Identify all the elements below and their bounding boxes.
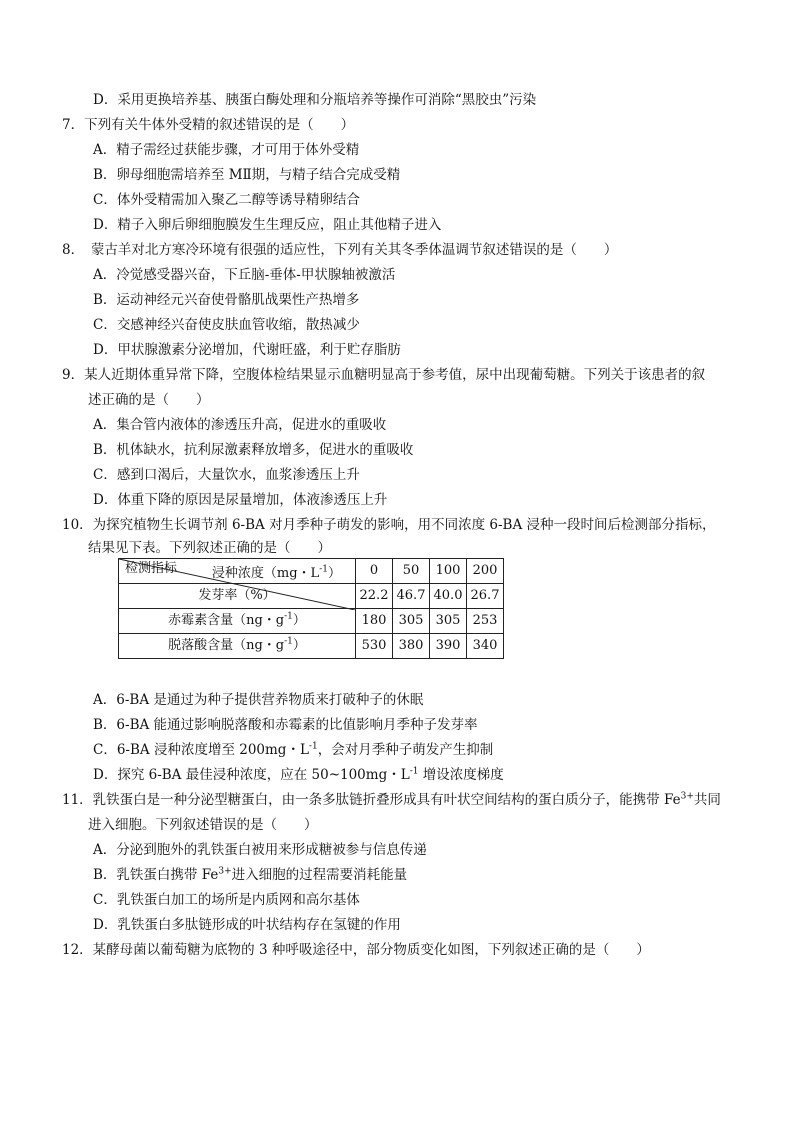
table-cell: 305 <box>393 609 430 634</box>
header-indicator: 检测指标 <box>125 561 178 576</box>
q8-option-c: C．交感神经兴奋使皮肤血管收缩，散热减少 <box>93 317 360 333</box>
table-cell: 390 <box>430 634 467 659</box>
q10-option-d: D．探究 6-BA 最佳浸种浓度，应在 50~100mg・$L^{-1}$ 增设浓度梯度 <box>93 766 504 783</box>
table-cell: 46.7 <box>393 584 430 609</box>
q10-option-a: A．6-BA 是通过为种子提供营养物质来打破种子的休眠 <box>93 692 424 708</box>
table-row-label: 脱落酸含量（ng・$g^{-1}$） <box>119 634 356 659</box>
q7-option-b: B．卵母细胞需培养至 MⅡ期，与精子结合完成受精 <box>93 167 401 183</box>
q11-option-c: C．乳铁蛋白加工的场所是内质网和高尔基体 <box>93 892 360 908</box>
q11-option-d: D．乳铁蛋白多肽链形成的叶状结构存在氢键的作用 <box>93 917 401 933</box>
table-header-row <box>119 559 504 584</box>
q7-option-a: A．精子需经过获能步骤，才可用于体外受精 <box>93 142 360 158</box>
q9-option-b: B．机体缺水，抗利尿激素释放增多，促进水的重吸收 <box>93 442 414 458</box>
table-cell: 340 <box>467 634 504 659</box>
table-cell: 380 <box>393 634 430 659</box>
q8-option-a: A．冷觉感受器兴奋，下丘脑-垂体-甲状腺轴被激活 <box>93 267 396 283</box>
q6-option-d: D．采用更换培养基、胰蛋白酶处理和分瓶培养等操作可消除“黑胶虫”污染 <box>93 92 537 108</box>
q8-stem: 8． 蒙古羊对北方寒冷环境有很强的适应性，下列有关其冬季体温调节叙述错误的是（ ） <box>62 242 618 258</box>
table-header-cell: 50 <box>393 559 430 584</box>
q10-option-c: C．6-BA 浸种浓度增至 200mg・$L^{-1}$，会对月季种子萌发产生抑制 <box>93 741 494 758</box>
table-row <box>119 634 504 659</box>
results-table <box>118 558 504 659</box>
q11-stem-line1: 11．乳铁蛋白是一种分泌型糖蛋白，由一条多肽链折叠形成具有叶状空间结构的蛋白质分子，能携带 $Fe^{3+}$共同 <box>62 791 721 808</box>
table-cell: 253 <box>467 609 504 634</box>
table-row <box>119 609 504 634</box>
q10-stem-line1: 10．为探究植物生长调节剂 6-BA 对月季种子萌发的影响，用不同浓度 6-BA 浸种一段时间后检测部分指标， <box>62 517 716 533</box>
table-row-label: 发芽率（%） <box>119 584 356 609</box>
header-concentration: 浸种浓度（mg・$L^{-1}$） <box>211 564 341 581</box>
table-cell: 305 <box>430 609 467 634</box>
table-cell: 26.7 <box>467 584 504 609</box>
q9-option-a: A．集合管内液体的渗透压升高，促进水的重吸收 <box>93 417 387 433</box>
q9-option-c: C．感到口渴后，大量饮水，血浆渗透压上升 <box>93 467 360 483</box>
q7-option-d: D．精子入卵后卵细胞膜发生生理反应，阻止其他精子进入 <box>93 217 442 233</box>
q7-option-c: C．体外受精需加入聚乙二醇等诱导精卵结合 <box>93 192 360 208</box>
table-cell: 180 <box>356 609 393 634</box>
q10-option-b: B．6-BA 能通过影响脱落酸和赤霉素的比值影响月季种子发芽率 <box>93 717 478 733</box>
q12-stem: 12．某酵母菌以葡萄糖为底物的 3 种呼吸途径中，部分物质变化如图，下列叙述正确的是（ ） <box>62 942 650 958</box>
table-cell: 530 <box>356 634 393 659</box>
q9-option-d: D．体重下降的原因是尿量增加，体液渗透压上升 <box>93 492 388 508</box>
q8-option-d: D．甲状腺激素分泌增加，代谢旺盛，利于贮存脂肪 <box>93 342 401 358</box>
q10-stem-line2: 结果见下表。下列叙述正确的是（ ） <box>88 540 331 556</box>
table-header-cell: 0 <box>356 559 393 584</box>
q11-option-a: A．分泌到胞外的乳铁蛋白被用来形成糖被参与信息传递 <box>93 842 427 858</box>
table-cell: 22.2 <box>356 584 393 609</box>
q8-option-b: B．运动神经元兴奋使骨骼肌战栗性产热增多 <box>93 292 360 308</box>
diagonal-header-cell <box>119 559 356 584</box>
table-header-cell: 100 <box>430 559 467 584</box>
q9-stem-line2: 述正确的是（ ） <box>88 392 210 408</box>
table-cell: 40.0 <box>430 584 467 609</box>
table-header-cell: 200 <box>467 559 504 584</box>
table-row-label: 赤霉素含量（ng・$g^{-1}$） <box>119 609 356 634</box>
q9-stem-line1: 9．某人近期体重异常下降，空腹体检结果显示血糖明显高于参考值，尿中出现葡萄糖。下列关于该患者的叙 <box>62 367 706 383</box>
q11-stem-line2: 进入细胞。下列叙述错误的是（ ） <box>88 817 318 833</box>
q11-option-b: B．乳铁蛋白携带 $Fe^{3+}$进入细胞的过程需要消耗能量 <box>93 866 408 883</box>
q7-stem: 7．下列有关牛体外受精的叙述错误的是（ ） <box>62 117 355 133</box>
